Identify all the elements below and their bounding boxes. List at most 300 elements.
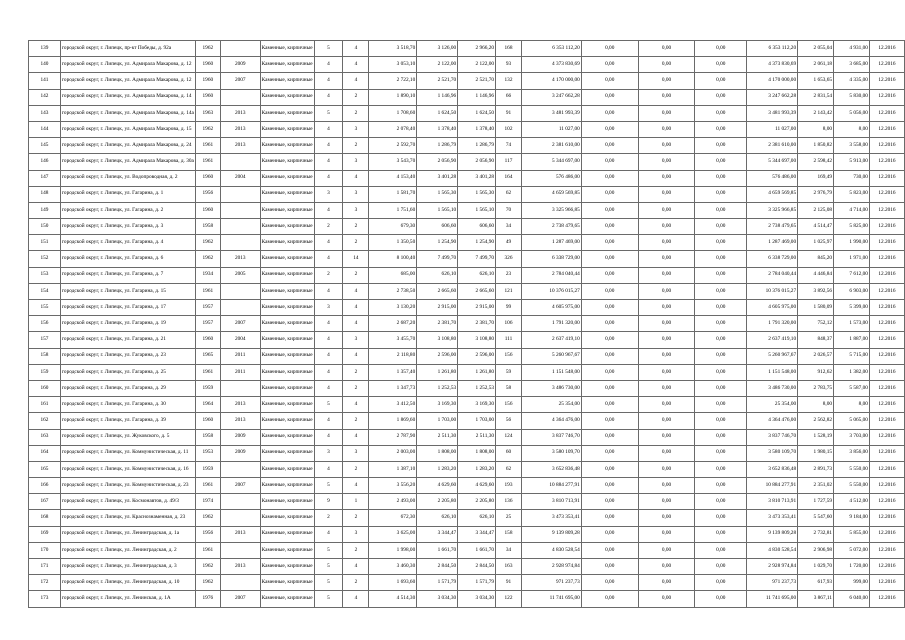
living-area-cell: 1 378,40 — [417, 121, 458, 137]
year-repair-cell: 2004 — [220, 332, 260, 348]
total-area-cell: 2 493,00 — [369, 494, 417, 510]
address-cell: городской округ, г. Липецк, ул. Ленинская, д. 1А — [60, 591, 195, 607]
residents-cell: 193 — [496, 478, 522, 494]
total-cost-cell: 3 486 730,00 — [521, 380, 581, 396]
regional-budget-cell: 0,00 — [638, 478, 695, 494]
table-row — [29, 283, 905, 299]
living-area-cell: 3 344,47 — [417, 526, 458, 542]
residents-cell: 111 — [496, 332, 522, 348]
year-built-cell: 1961 — [195, 283, 220, 299]
owners-funds-cell: 3 325 966,85 — [747, 202, 798, 218]
total-area-cell: 1 350,50 — [369, 235, 417, 251]
regional-budget-cell: 0,00 — [638, 332, 695, 348]
living-area-cell: 3 401,28 — [417, 170, 458, 186]
cost-per-m2-cell: 1 580,09 — [798, 300, 834, 316]
floors-cell: 9 — [314, 494, 343, 510]
total-cost-cell: 3 652 836,48 — [521, 461, 581, 477]
local-budget-cell: 0,00 — [695, 235, 747, 251]
address-cell: городской округ, г. Липецк, ул. Ленинградская, д. 3 — [60, 559, 195, 575]
table-row — [29, 332, 905, 348]
residential-area-cell: 1 378,40 — [458, 121, 496, 137]
row-number: 162 — [29, 413, 61, 429]
residents-cell: 326 — [496, 251, 522, 267]
residential-area-cell: 3 401,28 — [458, 170, 496, 186]
regional-budget-cell: 0,00 — [638, 559, 695, 575]
living-area-cell: 1 565,30 — [417, 186, 458, 202]
year-repair-cell — [220, 235, 260, 251]
cost-per-m2-cell: 1 980,15 — [798, 445, 834, 461]
year-repair-cell — [220, 300, 260, 316]
deadline-cell: 12.2016 — [869, 413, 904, 429]
regional-budget-cell: 0,00 — [638, 461, 695, 477]
floors-cell: 2 — [314, 267, 343, 283]
living-area-cell: 626,10 — [417, 267, 458, 283]
year-repair-cell: 2009 — [220, 445, 260, 461]
floors-cell: 5 — [314, 105, 343, 121]
cost-per-m2-cell: 2 125,08 — [798, 202, 834, 218]
year-repair-cell: 2013 — [220, 138, 260, 154]
living-area-cell: 1 565,10 — [417, 202, 458, 218]
fund-cell: 0,00 — [581, 73, 638, 89]
entrances-cell: 2 — [343, 89, 369, 105]
floors-cell: 4 — [314, 73, 343, 89]
year-built-cell: 1963 — [195, 105, 220, 121]
regional-budget-cell: 0,00 — [638, 364, 695, 380]
regional-budget-cell: 0,00 — [638, 316, 695, 332]
residential-area-cell: 1 703,00 — [458, 413, 496, 429]
local-budget-cell: 0,00 — [695, 121, 747, 137]
cost-per-m2-cell: 2 143,42 — [798, 105, 834, 121]
entrances-cell: 14 — [343, 251, 369, 267]
year-repair-cell — [220, 283, 260, 299]
residential-area-cell: 1 571,79 — [458, 575, 496, 591]
floors-cell: 4 — [314, 202, 343, 218]
fund-cell: 0,00 — [581, 332, 638, 348]
regional-budget-cell: 0,00 — [638, 510, 695, 526]
entrances-cell: 3 — [343, 186, 369, 202]
local-budget-cell: 0,00 — [695, 542, 747, 558]
residential-area-cell: 2 511,30 — [458, 429, 496, 445]
limit-per-m2-cell: 8,00 — [834, 121, 870, 137]
address-cell: городской округ, г. Липецк, ул. Адмирала Макарова, д. 12 — [60, 73, 195, 89]
limit-per-m2-cell: 730,00 — [834, 170, 870, 186]
address-cell: городской округ, г. Липецк, ул. Ленинградская, д. 2 — [60, 542, 195, 558]
owners-funds-cell: 3 580 109,70 — [747, 445, 798, 461]
year-repair-cell — [220, 219, 260, 235]
total-area-cell: 2 787,90 — [369, 429, 417, 445]
floors-cell: 3 — [314, 186, 343, 202]
cost-per-m2-cell: 2 976,79 — [798, 186, 834, 202]
total-cost-cell: 11 027,00 — [521, 121, 581, 137]
living-area-cell: 2 122,00 — [417, 57, 458, 73]
living-area-cell: 1 624,50 — [417, 105, 458, 121]
wall-material-cell: Каменные, кирпичные — [260, 267, 314, 283]
entrances-cell: 2 — [343, 413, 369, 429]
year-repair-cell — [220, 202, 260, 218]
year-built-cell: 1976 — [195, 591, 220, 607]
table-row — [29, 364, 905, 380]
wall-material-cell: Каменные, кирпичные — [260, 332, 314, 348]
fund-cell: 0,00 — [581, 575, 638, 591]
owners-funds-cell: 6 338 729,00 — [747, 251, 798, 267]
floors-cell: 3 — [314, 445, 343, 461]
floors-cell: 5 — [314, 575, 343, 591]
fund-cell: 0,00 — [581, 316, 638, 332]
row-number: 146 — [29, 154, 61, 170]
residents-cell: 117 — [496, 154, 522, 170]
row-number: 148 — [29, 186, 61, 202]
local-budget-cell: 0,00 — [695, 219, 747, 235]
address-cell: городской округ, г. Липецк, ул. Гагарина, д. 30 — [60, 397, 195, 413]
address-cell: городской округ, г. Липецк, ул. Гагарина, д. 25 — [60, 364, 195, 380]
year-built-cell: 1961 — [195, 364, 220, 380]
local-budget-cell: 0,00 — [695, 364, 747, 380]
table-row — [29, 559, 905, 575]
total-area-cell: 1 387,10 — [369, 461, 417, 477]
address-cell: городской округ, г. Липецк, ул. Гагарина, д. 6 — [60, 251, 195, 267]
deadline-cell: 12.2016 — [869, 138, 904, 154]
deadline-cell: 12.2016 — [869, 397, 904, 413]
entrances-cell: 4 — [343, 57, 369, 73]
cost-per-m2-cell: 2 831,54 — [798, 89, 834, 105]
total-area-cell: 3 460,30 — [369, 559, 417, 575]
living-area-cell: 2 596,00 — [417, 348, 458, 364]
total-cost-cell: 3 325 966,85 — [521, 202, 581, 218]
year-built-cell: 1961 — [195, 478, 220, 494]
wall-material-cell: Каменные, кирпичные — [260, 235, 314, 251]
year-built-cell: 1962 — [195, 575, 220, 591]
limit-per-m2-cell: 4 714,00 — [834, 202, 870, 218]
wall-material-cell: Каменные, кирпичные — [260, 316, 314, 332]
year-repair-cell: 2013 — [220, 397, 260, 413]
residential-area-cell: 3 034,30 — [458, 591, 496, 607]
table-row — [29, 316, 905, 332]
limit-per-m2-cell: 5 823,00 — [834, 186, 870, 202]
year-repair-cell — [220, 461, 260, 477]
limit-per-m2-cell: 5 072,00 — [834, 542, 870, 558]
year-built-cell: 1934 — [195, 267, 220, 283]
regional-budget-cell: 0,00 — [638, 413, 695, 429]
table-row — [29, 121, 905, 137]
regional-budget-cell: 0,00 — [638, 542, 695, 558]
row-number: 170 — [29, 542, 61, 558]
deadline-cell: 12.2016 — [869, 283, 904, 299]
deadline-cell: 12.2016 — [869, 73, 904, 89]
residential-area-cell: 3 108,80 — [458, 332, 496, 348]
year-built-cell: 1960 — [195, 57, 220, 73]
fund-cell: 0,00 — [581, 300, 638, 316]
year-built-cell: 1960 — [195, 413, 220, 429]
year-repair-cell — [220, 186, 260, 202]
total-cost-cell: 3 247 662,28 — [521, 89, 581, 105]
total-area-cell: 1 869,60 — [369, 413, 417, 429]
living-area-cell: 3 108,80 — [417, 332, 458, 348]
floors-cell: 4 — [314, 316, 343, 332]
residents-cell: 91 — [496, 575, 522, 591]
row-number: 173 — [29, 591, 61, 607]
wall-material-cell: Каменные, кирпичные — [260, 494, 314, 510]
table-row — [29, 57, 905, 73]
total-area-cell: 4 514,30 — [369, 591, 417, 607]
cost-per-m2-cell: 2 732,81 — [798, 526, 834, 542]
living-area-cell: 626,10 — [417, 510, 458, 526]
local-budget-cell: 0,00 — [695, 89, 747, 105]
row-number: 149 — [29, 202, 61, 218]
local-budget-cell: 0,00 — [695, 510, 747, 526]
table-row — [29, 138, 905, 154]
cost-per-m2-cell: 845,20 — [798, 251, 834, 267]
year-built-cell: 1974 — [195, 494, 220, 510]
limit-per-m2-cell: 9 184,00 — [834, 510, 870, 526]
residents-cell: 163 — [496, 559, 522, 575]
limit-per-m2-cell: 1 971,00 — [834, 251, 870, 267]
residential-area-cell: 1 808,00 — [458, 445, 496, 461]
deadline-cell: 12.2016 — [869, 364, 904, 380]
living-area-cell: 1 703,00 — [417, 413, 458, 429]
wall-material-cell: Каменные, кирпичные — [260, 186, 314, 202]
address-cell: городской округ, г. Липецк, ул. Коммунистическая, д. 23 — [60, 478, 195, 494]
total-area-cell: 672,30 — [369, 510, 417, 526]
total-cost-cell: 6 353 112,20 — [521, 41, 581, 57]
total-area-cell: 3 556,20 — [369, 478, 417, 494]
local-budget-cell: 0,00 — [695, 332, 747, 348]
residents-cell: 93 — [496, 57, 522, 73]
limit-per-m2-cell: 5 399,00 — [834, 300, 870, 316]
regional-budget-cell: 0,00 — [638, 251, 695, 267]
deadline-cell: 12.2016 — [869, 267, 904, 283]
wall-material-cell: Каменные, кирпичные — [260, 542, 314, 558]
regional-budget-cell: 0,00 — [638, 300, 695, 316]
owners-funds-cell: 1 791 320,00 — [747, 316, 798, 332]
cost-per-m2-cell: 848,37 — [798, 332, 834, 348]
table-row — [29, 186, 905, 202]
row-number: 153 — [29, 267, 61, 283]
entrances-cell: 4 — [343, 300, 369, 316]
year-repair-cell — [220, 89, 260, 105]
cost-per-m2-cell: 752,12 — [798, 316, 834, 332]
table-row — [29, 413, 905, 429]
fund-cell: 0,00 — [581, 186, 638, 202]
year-repair-cell — [220, 542, 260, 558]
wall-material-cell: Каменные, кирпичные — [260, 41, 314, 57]
residents-cell: 58 — [496, 380, 522, 396]
residents-cell: 156 — [496, 397, 522, 413]
limit-per-m2-cell: 5 825,00 — [834, 219, 870, 235]
deadline-cell: 12.2016 — [869, 251, 904, 267]
regional-budget-cell: 0,00 — [638, 429, 695, 445]
residents-cell: 121 — [496, 283, 522, 299]
year-repair-cell — [220, 494, 260, 510]
entrances-cell: 4 — [343, 478, 369, 494]
fund-cell: 0,00 — [581, 219, 638, 235]
residents-cell: 158 — [496, 526, 522, 542]
local-budget-cell: 0,00 — [695, 380, 747, 396]
wall-material-cell: Каменные, кирпичные — [260, 413, 314, 429]
residents-cell: 168 — [496, 41, 522, 57]
year-built-cell: 1961 — [195, 138, 220, 154]
address-cell: городской округ, г. Липецк, ул. Адмирала Макарова, д. 15 — [60, 121, 195, 137]
entrances-cell: 4 — [343, 397, 369, 413]
living-area-cell: 3 169,30 — [417, 397, 458, 413]
deadline-cell: 12.2016 — [869, 559, 904, 575]
residential-area-cell: 2 966,20 — [458, 41, 496, 57]
residents-cell: 132 — [496, 73, 522, 89]
deadline-cell: 12.2016 — [869, 510, 904, 526]
year-built-cell: 1960 — [195, 332, 220, 348]
address-cell: городской округ, г. Липецк, ул. Водопроводная, д. 2 — [60, 170, 195, 186]
limit-per-m2-cell: 8,00 — [834, 397, 870, 413]
wall-material-cell: Каменные, кирпичные — [260, 283, 314, 299]
total-area-cell: 2 003,00 — [369, 445, 417, 461]
deadline-cell: 12.2016 — [869, 41, 904, 57]
year-built-cell: 1957 — [195, 300, 220, 316]
regional-budget-cell: 0,00 — [638, 235, 695, 251]
entrances-cell: 2 — [343, 235, 369, 251]
total-cost-cell: 10 884 277,91 — [521, 478, 581, 494]
living-area-cell: 2 205,80 — [417, 494, 458, 510]
total-cost-cell: 5 344 697,00 — [521, 154, 581, 170]
year-repair-cell: 2007 — [220, 316, 260, 332]
residential-area-cell: 1 283,20 — [458, 461, 496, 477]
regional-budget-cell: 0,00 — [638, 154, 695, 170]
total-area-cell: 1 347,73 — [369, 380, 417, 396]
local-budget-cell: 0,00 — [695, 251, 747, 267]
year-built-cell: 1960 — [195, 170, 220, 186]
living-area-cell: 1 254,90 — [417, 235, 458, 251]
wall-material-cell: Каменные, кирпичные — [260, 397, 314, 413]
cost-per-m2-cell: 2 783,75 — [798, 380, 834, 396]
table-row — [29, 429, 905, 445]
wall-material-cell: Каменные, кирпичные — [260, 138, 314, 154]
total-cost-cell: 4 605 975,00 — [521, 300, 581, 316]
residential-area-cell: 2 915,00 — [458, 300, 496, 316]
deadline-cell: 12.2016 — [869, 202, 904, 218]
total-area-cell: 2 687,20 — [369, 316, 417, 332]
year-built-cell: 1960 — [195, 73, 220, 89]
row-number: 155 — [29, 300, 61, 316]
floors-cell: 4 — [314, 461, 343, 477]
deadline-cell: 12.2016 — [869, 445, 904, 461]
address-cell: городской округ, г. Липецк, ул. Гагарина, д. 3 — [60, 219, 195, 235]
limit-per-m2-cell: 5 587,00 — [834, 380, 870, 396]
address-cell: городской округ, г. Липецк, ул. Жуковского, д. 5 — [60, 429, 195, 445]
fund-cell: 0,00 — [581, 510, 638, 526]
limit-per-m2-cell: 7 612,00 — [834, 267, 870, 283]
residential-area-cell: 1 252,53 — [458, 380, 496, 396]
deadline-cell: 12.2016 — [869, 332, 904, 348]
total-cost-cell: 3 810 713,91 — [521, 494, 581, 510]
year-repair-cell — [220, 380, 260, 396]
year-built-cell: 1962 — [195, 235, 220, 251]
local-budget-cell: 0,00 — [695, 559, 747, 575]
fund-cell: 0,00 — [581, 591, 638, 607]
fund-cell: 0,00 — [581, 170, 638, 186]
residential-area-cell: 7 499,70 — [458, 251, 496, 267]
cost-per-m2-cell: 3 892,56 — [798, 283, 834, 299]
local-budget-cell: 0,00 — [695, 105, 747, 121]
limit-per-m2-cell: 3 856,00 — [834, 445, 870, 461]
table-row — [29, 154, 905, 170]
address-cell: городской округ, г. Липецк, ул. Адмирала Макарова, д. 14 — [60, 89, 195, 105]
regional-budget-cell: 0,00 — [638, 445, 695, 461]
floors-cell: 5 — [314, 591, 343, 607]
fund-cell: 0,00 — [581, 348, 638, 364]
floors-cell: 4 — [314, 283, 343, 299]
address-cell: городской округ, г. Липецк, ул. Ленинградская, д. 10 — [60, 575, 195, 591]
residents-cell: 136 — [496, 494, 522, 510]
residential-area-cell: 2 596,00 — [458, 348, 496, 364]
owners-funds-cell: 5 260 967,67 — [747, 348, 798, 364]
regional-budget-cell: 0,00 — [638, 57, 695, 73]
floors-cell: 4 — [314, 429, 343, 445]
address-cell: городской округ, г. Липецк, ул. Гагарина, д. 21 — [60, 332, 195, 348]
floors-cell: 2 — [314, 510, 343, 526]
entrances-cell: 2 — [343, 364, 369, 380]
entrances-cell: 4 — [343, 283, 369, 299]
entrances-cell: 2 — [343, 267, 369, 283]
year-built-cell: 1962 — [195, 510, 220, 526]
year-built-cell: 1959 — [195, 380, 220, 396]
wall-material-cell: Каменные, кирпичные — [260, 170, 314, 186]
year-repair-cell — [220, 154, 260, 170]
limit-per-m2-cell: 5 550,00 — [834, 461, 870, 477]
entrances-cell: 3 — [343, 332, 369, 348]
floors-cell: 4 — [314, 413, 343, 429]
limit-per-m2-cell: 5 715,00 — [834, 348, 870, 364]
table-row — [29, 219, 905, 235]
address-cell: городской округ, г. Липецк, ул. Адмирала Макарова, д. 12 — [60, 57, 195, 73]
cost-per-m2-cell: 2 061,18 — [798, 57, 834, 73]
floors-cell: 4 — [314, 57, 343, 73]
residential-area-cell: 1 624,50 — [458, 105, 496, 121]
residential-area-cell: 1 286,79 — [458, 138, 496, 154]
total-area-cell: 3 625,00 — [369, 526, 417, 542]
fund-cell: 0,00 — [581, 202, 638, 218]
row-number: 158 — [29, 348, 61, 364]
year-repair-cell: 2007 — [220, 478, 260, 494]
year-repair-cell — [220, 575, 260, 591]
cost-per-m2-cell: 1 850,82 — [798, 138, 834, 154]
year-built-cell: 1960 — [195, 202, 220, 218]
local-budget-cell: 0,00 — [695, 154, 747, 170]
fund-cell: 0,00 — [581, 138, 638, 154]
entrances-cell: 4 — [343, 348, 369, 364]
wall-material-cell: Каменные, кирпичные — [260, 364, 314, 380]
fund-cell: 0,00 — [581, 397, 638, 413]
address-cell: городской округ, г. Липецк, ул. Ленинградская, д. 1а — [60, 526, 195, 542]
living-area-cell: 1 261,80 — [417, 364, 458, 380]
cost-per-m2-cell: 4 446,84 — [798, 267, 834, 283]
fund-cell: 0,00 — [581, 89, 638, 105]
deadline-cell: 12.2016 — [869, 526, 904, 542]
wall-material-cell: Каменные, кирпичные — [260, 57, 314, 73]
total-cost-cell: 1 287 469,00 — [521, 235, 581, 251]
entrances-cell: 4 — [343, 429, 369, 445]
local-budget-cell: 0,00 — [695, 397, 747, 413]
floors-cell: 3 — [314, 300, 343, 316]
entrances-cell: 3 — [343, 526, 369, 542]
living-area-cell: 1 146,96 — [417, 89, 458, 105]
address-cell: городской округ, г. Липецк, ул. Гагарина, д. 2 — [60, 202, 195, 218]
total-area-cell: 3 518,70 — [369, 41, 417, 57]
cost-per-m2-cell: 1 528,19 — [798, 429, 834, 445]
local-budget-cell: 0,00 — [695, 413, 747, 429]
residents-cell: 99 — [496, 300, 522, 316]
fund-cell: 0,00 — [581, 526, 638, 542]
wall-material-cell: Каменные, кирпичные — [260, 105, 314, 121]
wall-material-cell: Каменные, кирпичные — [260, 429, 314, 445]
cost-per-m2-cell: 2 562,82 — [798, 413, 834, 429]
